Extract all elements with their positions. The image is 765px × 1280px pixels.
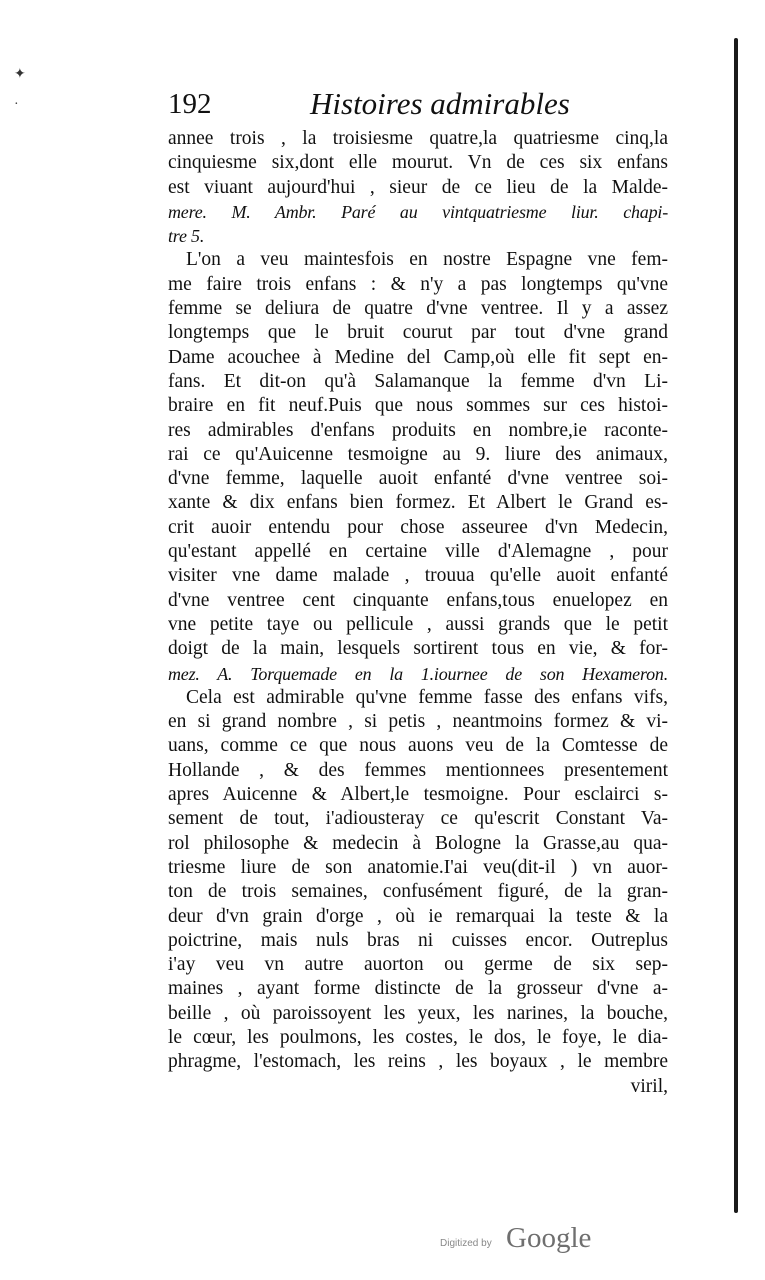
text-line: phragme, l'estomach, les reins , les boyaux , le membre — [168, 1051, 668, 1073]
text-line: qu'estant appellé en certaine ville d'Alemagne , pour — [168, 541, 668, 563]
text-line: deur d'vn grain d'orge , où ie remarquai la teste & la — [168, 905, 668, 927]
margin-mark: · — [14, 97, 19, 112]
margin-mark: ✦ — [14, 67, 26, 82]
text-line: me faire trois enfans : & n'y a pas longtemps qu'vne — [168, 273, 668, 295]
text-line: visiter vne dame malade , trouua qu'elle auoit enfanté — [168, 565, 668, 587]
text-line: braire en fit neuf.Puis que nous sommes sur ces histoi- — [168, 395, 668, 417]
text-line: res admirables d'enfans produits en nombre,ie raconte- — [168, 419, 668, 441]
citation-line: mere. M. Ambr. Paré au vintquatriesme liur. chapi- — [168, 201, 668, 222]
text-line: doigt de la main, lesquels sortirent tous en vie, & for- — [168, 638, 668, 660]
catchword: viril, — [630, 1075, 668, 1097]
page-edge-rule — [734, 38, 738, 1213]
text-line: i'ay veu vn autre auorton ou germe de six sep- — [168, 954, 668, 976]
text-line: le cœur, les poulmons, les costes, le dos, le foye, le dia- — [168, 1026, 668, 1048]
digitized-by-label: Digitized by — [440, 1238, 492, 1249]
text-line: apres Auicenne & Albert,le tesmoigne. Pour esclairci s- — [168, 784, 668, 806]
paragraph-start: L'on a veu maintesfois en nostre Espagne vne fem- — [186, 249, 668, 271]
text-line: d'vne ventree cent cinquante enfans,tous enuelopez en — [168, 589, 668, 611]
text-line: Dame acouchee à Medine del Camp,où elle fit sept en- — [168, 346, 668, 368]
text-line: rol philosophe & medecin à Bologne la Grasse,au qua- — [168, 832, 668, 854]
text-line: fans. Et dit-on qu'à Salamanque la femme d'vn Li- — [168, 370, 668, 392]
citation-line: mez. A. Torquemade en la 1.iournee de son Hexameron. — [168, 663, 668, 684]
text-line: crit auoir entendu pour chose asseuree d'vn Medecin, — [168, 516, 668, 538]
text-line: femme se deliura de quatre d'vne ventree. Il y a assez — [168, 298, 668, 320]
text-line: d'vne femme, laquelle auoit enfanté d'vne ventree soi- — [168, 468, 668, 490]
text-line: est viuant aujourd'hui , sieur de ce lieu de la Malde- — [168, 176, 668, 198]
text-line: rai ce qu'Auicenne tesmoigne au 9. liure des animaux, — [168, 443, 668, 465]
text-line: maines , ayant forme distincte de la grosseur d'vne a- — [168, 978, 668, 1000]
text-line: longtemps que le bruit courut par tout d'vne grand — [168, 322, 668, 344]
text-line: sement de tout, i'adiousteray ce qu'escrit Constant Va- — [168, 808, 668, 830]
paragraph-start: Cela est admirable qu'vne femme fasse des enfans vifs, — [186, 686, 668, 708]
text-line: ton de trois semaines, confusément figuré, de la gran- — [168, 881, 668, 903]
text-line: Hollande , & des femmes mentionnees presentement — [168, 759, 668, 781]
text-line: vne petite taye ou pellicule , aussi grands que le petit — [168, 613, 668, 635]
text-line: beille , où paroissoyent les yeux, les narines, la bouche, — [168, 1002, 668, 1024]
text-line: xante & dix enfans bien formez. Et Albert le Grand es- — [168, 492, 668, 514]
text-line: annee trois , la troisiesme quatre,la quatriesme cinq,la — [168, 128, 668, 149]
running-title: Histoires admirables — [310, 86, 570, 121]
citation-line: tre 5. — [168, 226, 205, 247]
page-number: 192 — [168, 88, 212, 120]
text-line: cinquiesme six,dont elle mourut. Vn de ces six enfans — [168, 152, 668, 174]
text-line: triesme liure de son anatomie.I'ai veu(dit-il ) vn auor- — [168, 856, 668, 878]
body-text — [168, 127, 668, 1099]
text-line: en si grand nombre , si petis , neantmoins formez & vi- — [168, 711, 668, 733]
text-line: uans, comme ce que nous auons veu de la Comtesse de — [168, 735, 668, 757]
google-logo: Google — [506, 1222, 592, 1254]
page-header — [168, 86, 668, 122]
text-line: poictrine, mais nuls bras ni cuisses encor. Outreplus — [168, 929, 668, 951]
